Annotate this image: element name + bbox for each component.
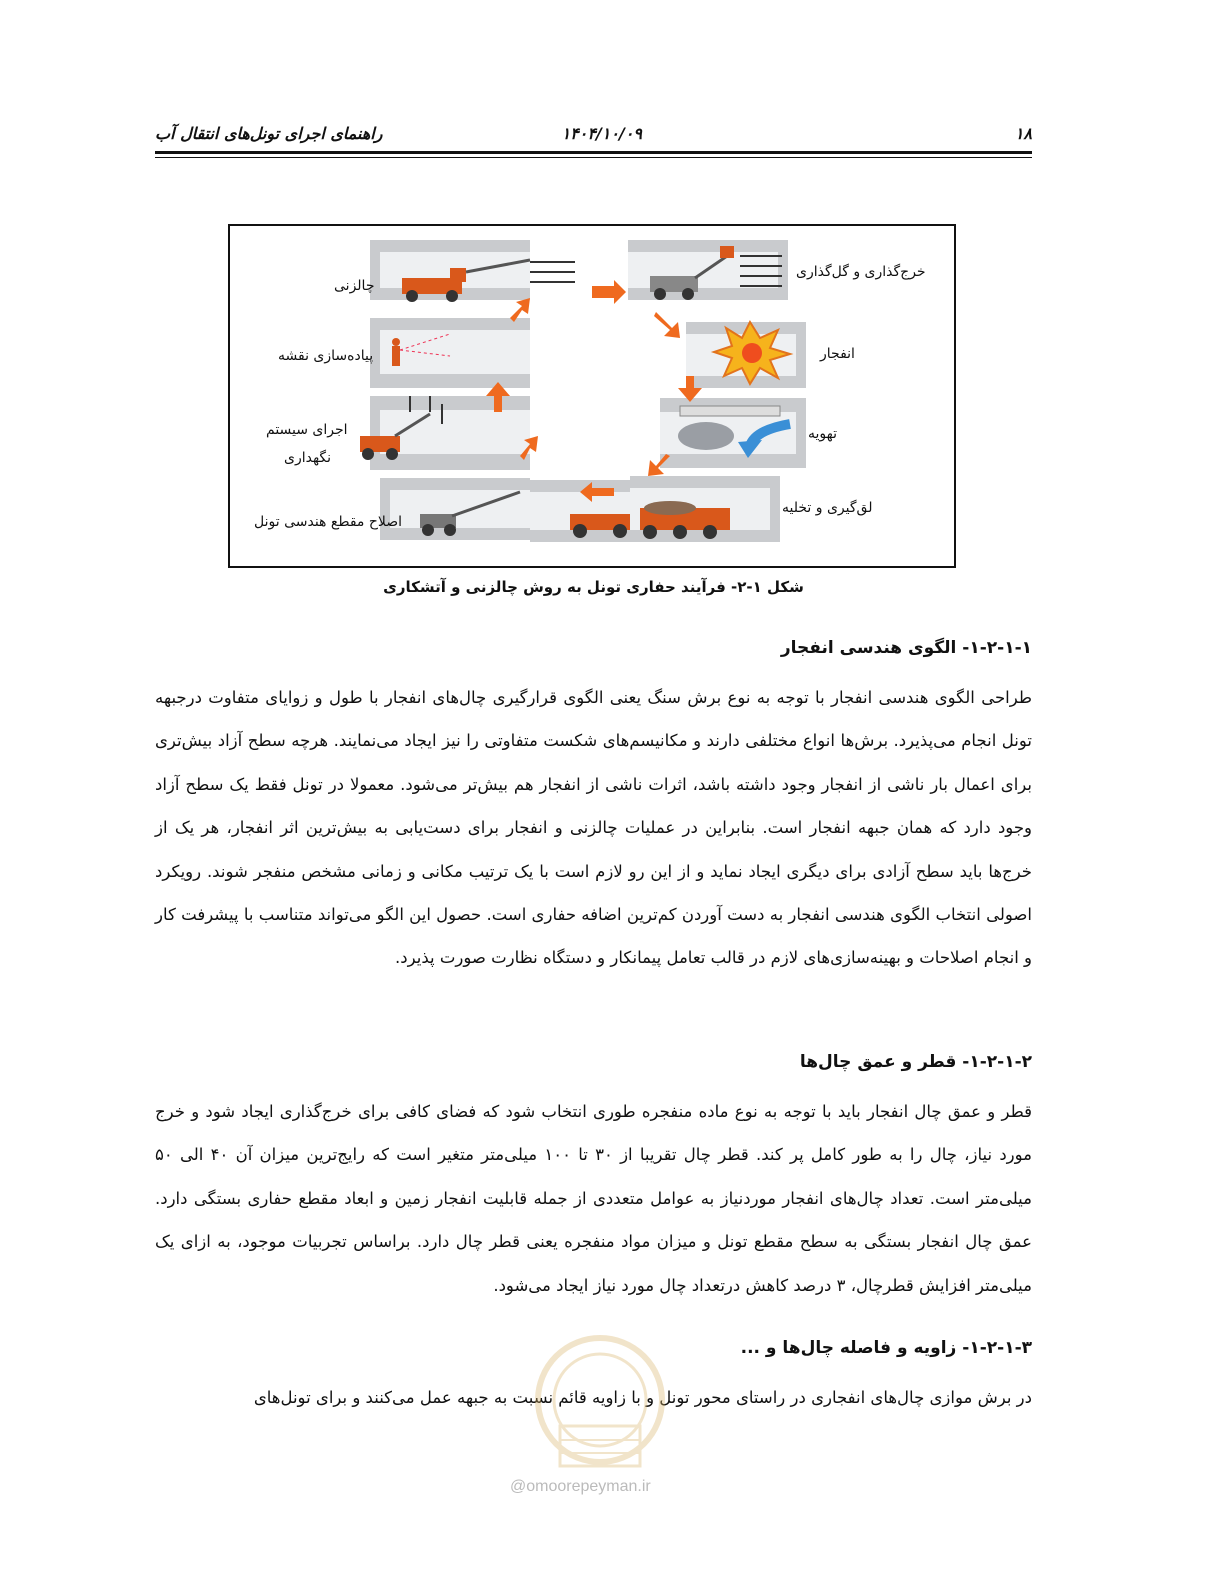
tunnel-cycle-figure (228, 224, 956, 568)
page-number: ۱۸ (1014, 124, 1032, 143)
section-body-2 (155, 1090, 1032, 1307)
label-support-2: نگهداری (284, 450, 332, 466)
label-charging: خرج‌گذاری و گل‌گذاری (796, 264, 926, 280)
header-rule-thin (155, 157, 1032, 158)
header-date: ۱۴۰۴/۱۰/۰۹ (561, 124, 642, 143)
label-ventilation: تهویه (808, 426, 837, 442)
paragraph-1: طراحی الگوی هندسی انفجار با توجه به نوع برش سنگ یعنی الگوی قرارگیری چال‌های انفجار با طول و زوایای متفاوت درجبهه تونل انجام می‌پذیرد. برش‌ها انواع مختلفی دارند و مکانیسم‌های شکست متفاوتی را نیز ایجاد می‌نمایند. هرچه سطح آزاد بیش‌تری برای اعمال بار ناشی از انفجار وجود داشته باشد، اثرات ناشی از انفجار هم بیش‌تر می‌شود. معمولا در تونل فقط یک سطح آزاد وجود دارد که همان جبهه انفجار است. بنابراین در عملیات چالزنی و انفجار برای دست‌یابی به بیش‌ترین اثر انفجار، هر یک از خرج‌ها باید سطح آزادی برای دیگری ایجاد نماید و از این رو لازم است با یک ترتیب مکانی و زمانی مشخص منفجر شوند. رویکرد اصولی انتخاب الگوی هندسی انفجار به دست آوردن کم‌ترین اضافه حفاری است. حصول این الگو می‌تواند متناسب با پیشرفت کار و انجام اصلاحات و بهینه‌سازی‌های لازم در قالب تعامل پیمانکار و دستگاه نظارت صورت پذیرد. (155, 688, 1032, 968)
paragraph-3: در برش موازی چال‌های انفجاری در راستای محور تونل و با زاویه قائم نسبت به جبهه عمل می‌کنند و برای تونل‌های (253, 1388, 1032, 1407)
section-heading-2: ۱-۲-۱-۲- قطر و عمق چال‌ها (799, 1052, 1032, 1072)
label-scaling: اصلاح مقطع هندسی تونل (254, 514, 403, 530)
header-title: راهنمای اجرای تونل‌های انتقال آب (155, 124, 383, 143)
label-surveying: پیاده‌سازی نقشه (278, 348, 374, 364)
label-mucking: لق‌گیری و تخلیه (782, 500, 873, 516)
section-heading-3: ۱-۲-۱-۳- زاویه و فاصله چال‌ها و ... (740, 1338, 1032, 1358)
header-rule-thick (155, 151, 1032, 154)
section-body-1 (155, 676, 1032, 980)
label-drilling: چالزنی (334, 278, 375, 294)
watermark-text: @omoorepeyman.ir (510, 1478, 651, 1495)
figure-caption: شکل ۱-۲- فرآیند حفاری تونل به روش چالزنی و آتشکاری (383, 578, 804, 596)
watermark-logo-icon (500, 1330, 700, 1480)
page-header (155, 118, 1032, 148)
label-blasting: انفجار (820, 346, 855, 362)
paragraph-2: قطر و عمق چال انفجار باید با توجه به نوع ماده منفجره طوری انتخاب شود که فضای کافی برای خرج‌گذاری ایجاد شود و خرج مورد نیاز، چال را به طور کامل پر کند. قطر چال تقریبا از ۳۰ تا ۱۰۰ میلی‌متر متغیر است که رایج‌ترین میزان آن ۴۰ الی ۵۰ میلی‌متر است. تعداد چال‌های انفجار موردنیاز به عوامل متعددی از جمله قابلیت انفجار زمین و ابعاد مقطع حفاری بستگی دارد. عمق چال انفجار بستگی به سطح مقطع تونل و میزان مواد منفجره یعنی قطر چال دارد. براساس تجربیات موجود، به ازای یک میلی‌متر افزایش قطرچال، ۳ درصد کاهش درتعداد چال مورد نیاز ایجاد می‌شود. (155, 1102, 1032, 1295)
section-heading-1: ۱-۲-۱-۱- الگوی هندسی انفجار (780, 638, 1032, 658)
label-support-1: اجرای سیستم (266, 422, 348, 438)
